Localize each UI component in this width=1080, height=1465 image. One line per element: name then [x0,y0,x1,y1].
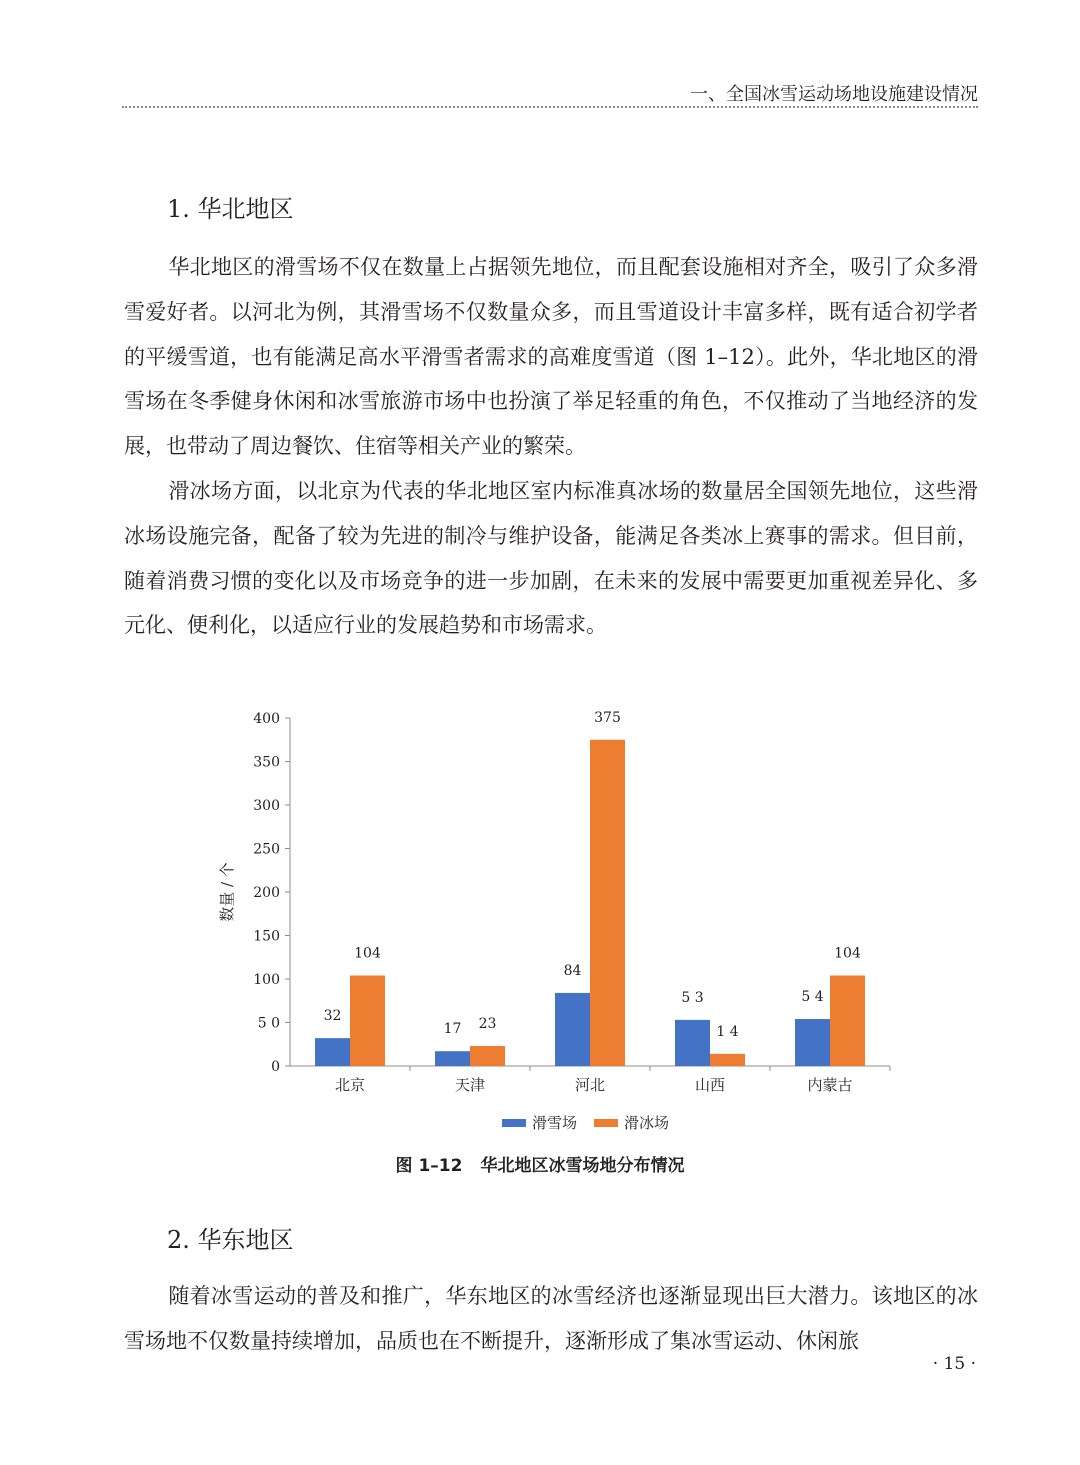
y-axis-title: 数量 / 个 [218,862,236,922]
header-divider [122,106,978,108]
data-label: 84 [563,962,582,979]
page-number: · 15 · [932,1354,976,1374]
running-header: 一、全国冰雪运动场地设施建设情况 [690,84,978,105]
y-tick-label: 300 [253,798,280,814]
y-tick-label: 350 [253,754,280,771]
x-tick-label: 天津 [454,1076,486,1094]
y-tick-label: 250 [253,841,280,858]
data-label: 32 [323,1008,342,1025]
y-tick-label: 0 [271,1059,280,1075]
section-title-east-china: 2. 华东地区 [167,1226,294,1254]
paragraph-text: 滑冰场方面，以北京为代表的华北地区室内标准真冰场的数量居全国领先地位，这些滑冰场设施完备，配备了较为先进的制冷与维护设备，能满足各类冰上赛事的需求。但目前，随着消费习惯的变化以及市场竞争的进一步加剧，在未来的发展中需要更加重视差异化、多元化、便利化，以适应行业的发展趋势和市场需求。 [124,479,978,638]
data-label: 375 [594,709,621,726]
y-tick-label: 5 0 [257,1015,280,1032]
bar-ice-3 [710,1054,745,1066]
paragraph-north-china-ski [124,245,978,469]
bar-ice-1 [470,1046,505,1066]
bar-ski-3 [675,1020,710,1066]
bar-ski-1 [435,1051,470,1066]
x-tick-label: 北京 [334,1076,366,1094]
x-tick-label: 河北 [574,1076,606,1094]
bar-ski-0 [315,1038,350,1066]
paragraph-north-china-ice [124,469,978,648]
data-label: 5 4 [801,989,824,1006]
paragraph-east-china [124,1274,978,1364]
data-label: 17 [443,1021,462,1038]
bar-ski-4 [795,1019,830,1066]
legend-swatch-ice [594,1119,618,1127]
x-tick-label: 山西 [694,1076,726,1094]
data-label: 5 3 [681,989,704,1006]
paragraph-text: 随着冰雪运动的普及和推广，华东地区的冰雪经济也逐渐显现出巨大潜力。该地区的冰雪场地不仅数量持续增加，品质也在不断提升，逐渐形成了集冰雪运动、休闲旅 [124,1284,978,1353]
legend-label-ski: 滑雪场 [532,1114,578,1132]
data-label: 104 [834,945,861,962]
figure-caption-text: 华北地区冰雪场地分布情况 [480,1156,685,1176]
y-tick-label: 100 [253,972,280,988]
paragraph-text: 华北地区的滑雪场不仅在数量上占据领先地位，而且配套设施相对齐全，吸引了众多滑雪爱好者。以河北为例，其滑雪场不仅数量众多，而且雪道设计丰富多样，既有适合初学者的平缓雪道，也有能满足高水平滑雪者需求的高难度雪道（图 1–12）。此外，华北地区的滑雪场在冬季健身休闲和冰雪旅游市场中也扮演了举足轻重的角色，不仅推动了当地经济的发展，也带动了周边餐饮、住宿等相关产业的繁荣。 [124,255,978,459]
y-tick-label: 400 [253,711,280,727]
data-label: 1 4 [716,1023,739,1040]
legend-label-ice: 滑冰场 [624,1114,670,1132]
legend-swatch-ski [502,1119,526,1127]
bar-chart [200,700,900,1150]
bar-ice-2 [590,740,625,1066]
section-title-north-china: 1. 华北地区 [167,195,294,223]
data-label: 104 [354,945,381,962]
figure-chart [200,700,900,1150]
y-tick-label: 200 [253,885,280,901]
figure-number: 图 1–12 [395,1156,463,1176]
figure-caption [0,1151,1080,1176]
x-tick-label: 内蒙古 [807,1076,853,1094]
bar-ski-2 [555,993,590,1066]
bar-ice-0 [350,976,385,1066]
data-label: 23 [478,1015,497,1032]
y-tick-label: 150 [253,928,280,945]
bar-ice-4 [830,976,865,1066]
